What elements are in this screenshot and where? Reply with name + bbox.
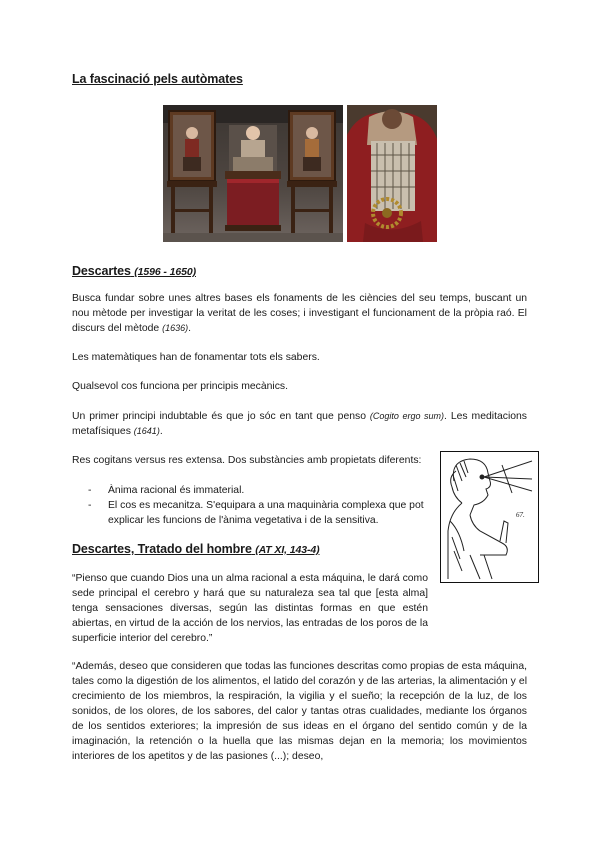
paragraph-cogito-text: Un primer principi indubtable és que jo sóc en tant que penso [72, 411, 370, 422]
section-heading-descartes-text: Descartes [72, 264, 131, 278]
paragraph-method-end: . [188, 323, 192, 334]
substance-list [86, 483, 428, 528]
paragraph-method-text: Busca fundar sobre unes altres bases els fonaments de les ciències del seu temps, buscant un nou mètode per investigar la veritat de les coses; i investigant el funcionament de la pròpia raó. El discurs del mètode [72, 293, 527, 334]
paragraph-mechanics: Qualsevol cos funciona per principis mecànics. [72, 381, 288, 392]
paragraph-cogito-mid: . Les meditacions metafísiques [72, 411, 527, 437]
paragraph-cogito [72, 409, 527, 439]
automata-dolls-photo [163, 105, 343, 242]
paragraph-res-cogitans: Res cogitans versus res extensa. Dos substàncies amb propietats diferents: [72, 455, 422, 466]
paragraph-method-date: (1636) [162, 323, 189, 333]
paragraph-cogito-end: . [159, 426, 163, 437]
descartes-vision-engraving [440, 451, 539, 583]
section-heading-dates: (1596 - 1650) [134, 266, 196, 278]
page-title: La fascinació pels autòmates [72, 72, 243, 86]
section-heading-tratado-text: Descartes, Tratado del hombre [72, 542, 252, 556]
section-heading-reference: (AT XI, 143-4) [255, 544, 320, 556]
section-heading-tratado [72, 542, 320, 556]
paragraph-cogito-date: (1641) [133, 426, 160, 436]
engraving-number: 67. [516, 511, 525, 519]
paragraph-cogito-latin: (Cogito ergo sum) [369, 411, 445, 421]
automaton-back-mechanism-photo [347, 105, 437, 242]
paragraph-method [72, 291, 527, 336]
section-heading-descartes [72, 264, 196, 278]
paragraph-mathematics: Les matemàtiques han de fonamentar tots els sabers. [72, 352, 320, 363]
list-item: - El cos es mecanitza. S'equipara a una maquinària complexa que pot explicar les funcions de l'ànima vegetativa i de la sensitiva. [86, 498, 428, 528]
list-item: - Ànima racional és immaterial. [86, 483, 428, 498]
quote-funciones: “Además, deseo que consideren que todas las funciones descritas como propias de esta máquina, tales como la digestión de los alimentos, el latido del corazón y de las arterias, la alimentación y el crecimiento de los miembros, la respiración, la vigilia y el sueño; la recepción de la luz, de los sonidos, de los olores, de los sabores, del calor y tantas otras cualidades, mediante los órganos de los sentidos exteriores; la impresión de sus ideas en el órgano del sentido común y de la imaginación, la retención o la huella que las mismas dejan en la memoria; los movimientos interiores de los apetitos y de las pasiones (...); deseo, [72, 661, 527, 762]
quote-alma-racional: “Pienso que cuando Dios una un alma racional a esta máquina, le dará como sede principal el cerebro y hará que su naturaleza sea tal que [esta alma] tenga sensaciones diversas, según las distintas formas en que estén abiertas, en virtud de la acción de los nervios, las entradas de los poros de la superficie interior del cerebro.” [72, 573, 428, 644]
